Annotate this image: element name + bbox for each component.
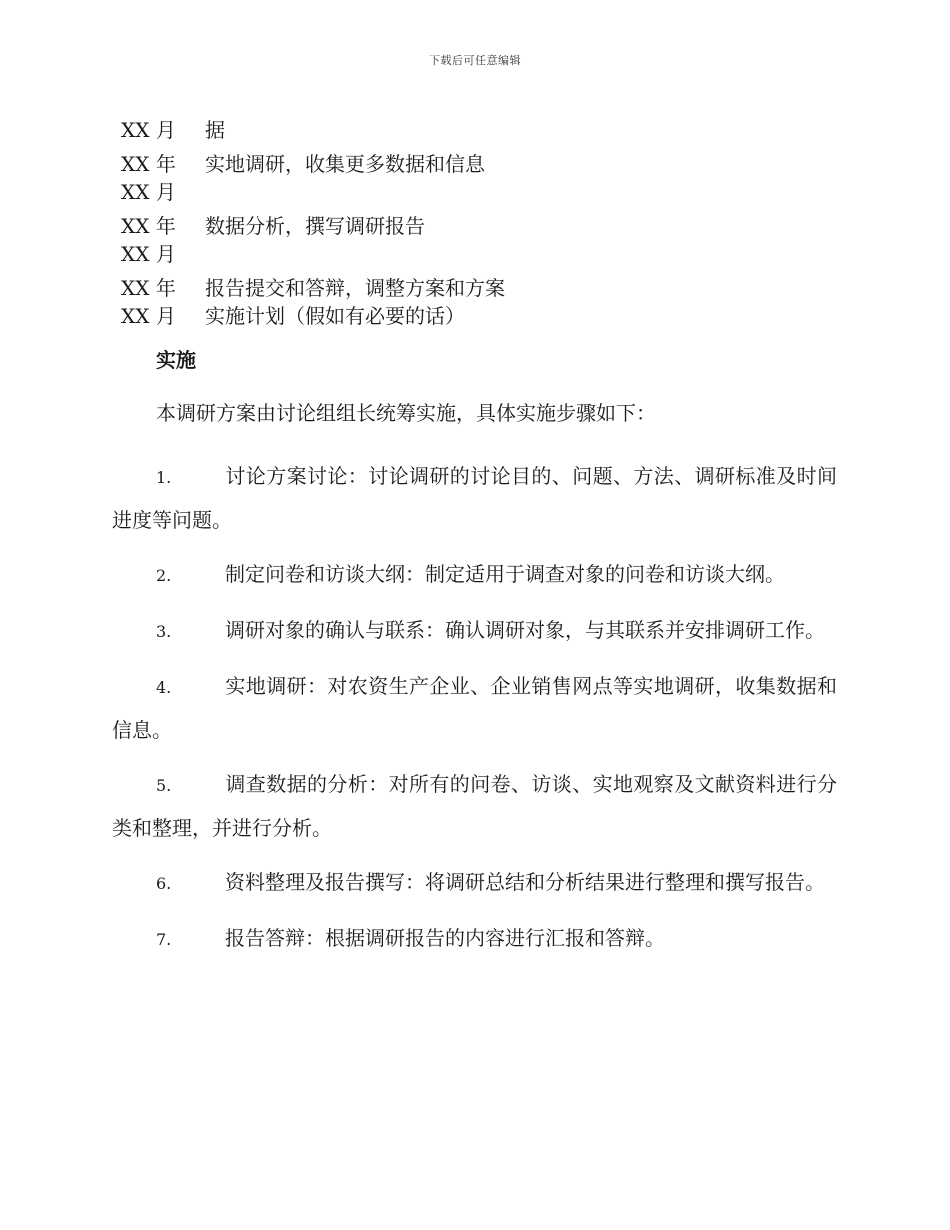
- step-number: 6.: [156, 874, 172, 893]
- list-item: [112, 553, 837, 597]
- steps-list: [112, 455, 837, 973]
- step-number: 4.: [156, 678, 172, 697]
- step-text: 资料整理及报告撰写：将调研总结和分析结果进行整理和撰写报告。: [225, 870, 825, 894]
- list-item: [112, 455, 837, 541]
- step-number: 7.: [156, 930, 172, 949]
- page-header: 下载后可任意编辑: [429, 54, 521, 67]
- step-number: 3.: [156, 622, 172, 641]
- schedule-task: 实地调研，收集更多数据和信息: [205, 152, 485, 176]
- step-number: 2.: [156, 566, 172, 585]
- schedule-row: [121, 274, 821, 330]
- intro-paragraph: 本调研方案由讨论组组长统筹实施，具体实施步骤如下：: [156, 401, 656, 425]
- list-item: [112, 609, 837, 653]
- step-text: 调研对象的确认与联系：确认调研对象，与其联系并安排调研工作。: [225, 618, 825, 642]
- list-item: [112, 665, 837, 751]
- schedule-date: XX 年 XX 月: [121, 152, 176, 204]
- schedule-date: XX 年 XX 月: [121, 276, 176, 328]
- schedule-row: [121, 150, 821, 206]
- step-text: 实地调研：对农资生产企业、企业销售网点等实地调研，收集数据和信息。: [112, 674, 837, 742]
- list-item: [112, 763, 837, 849]
- list-item: [112, 861, 837, 905]
- schedule-row: [121, 212, 821, 268]
- step-text: 报告答辩：根据调研报告的内容进行汇报和答辩。: [225, 926, 665, 950]
- schedule-date: XX 月: [121, 118, 176, 142]
- step-number: 1.: [156, 468, 172, 487]
- schedule-task: 数据分析，撰写调研报告: [205, 214, 425, 238]
- schedule-task: 报告提交和答辩，调整方案和方案 实施计划（假如有必要的话）: [205, 276, 505, 328]
- schedule-table: [121, 116, 821, 330]
- step-text: 调查数据的分析：对所有的问卷、访谈、实地观察及文献资料进行分类和整理，并进行分析。: [112, 772, 837, 840]
- section-heading: 实施: [156, 348, 196, 372]
- step-text: 讨论方案讨论：讨论调研的讨论目的、问题、方法、调研标准及时间进度等问题。: [112, 464, 837, 532]
- step-number: 5.: [156, 776, 172, 795]
- schedule-task: 据: [205, 118, 225, 142]
- schedule-row: [121, 116, 821, 144]
- list-item: [112, 917, 837, 961]
- schedule-date: XX 年 XX 月: [121, 214, 176, 266]
- step-text: 制定问卷和访谈大纲：制定适用于调查对象的问卷和访谈大纲。: [225, 562, 785, 586]
